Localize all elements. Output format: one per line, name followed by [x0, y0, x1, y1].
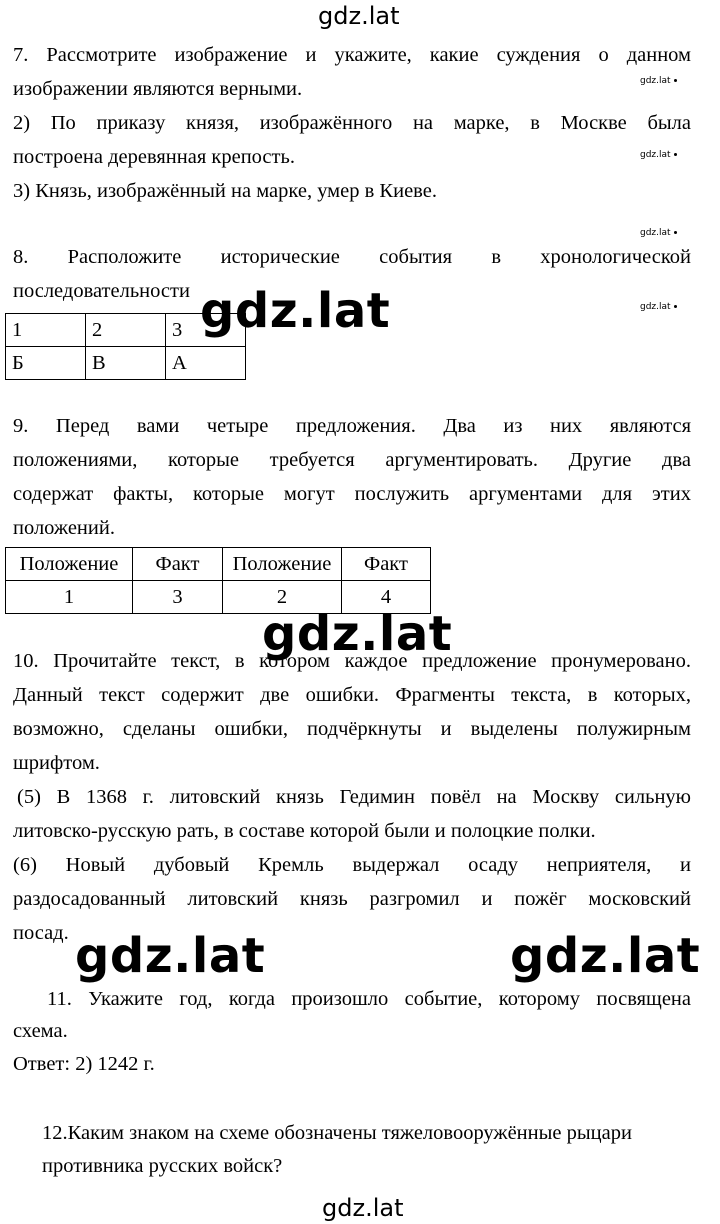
table-row [6, 347, 246, 380]
q9-line-2: положениями, которые требуется аргументировать. Другие два [13, 449, 691, 471]
table-cell: 4 [342, 581, 431, 614]
table-cell: 3 [166, 314, 246, 347]
table-cell: 1 [6, 314, 86, 347]
table-cell: 1 [6, 581, 133, 614]
table-header-cell: Положение [223, 548, 342, 581]
q10-line-7: (6) Новый дубовый Кремль выдержал осаду неприятеля, и [13, 854, 691, 876]
arguments-table [5, 547, 431, 614]
q10-line-6: литовско-русскую рать, в составе которой были и полоцкие полки. [13, 820, 596, 842]
q8-line-1: 8. Расположите исторические события в хронологической [13, 246, 691, 268]
big-watermark: gdz.lat [75, 928, 266, 984]
table-header-cell: Положение [6, 548, 133, 581]
q12-line-2: противника русских войск? [42, 1155, 283, 1177]
q7-line-5: 3) Князь, изображённый на марке, умер в Киеве. [13, 180, 437, 202]
q10-line-5: (5) В 1368 г. литовский князь Гедимин повёл на Москву сильную [17, 786, 691, 808]
small-watermark: gdz.lat [640, 150, 677, 160]
table-cell: В [86, 347, 166, 380]
q12-line-1: 12.Каким знаком на схеме обозначены тяжеловооружённые рыцари [42, 1122, 632, 1144]
q10-line-2: Данный текст содержит две ошибки. Фрагменты текста, в которых, [13, 684, 691, 706]
q9-line-1: 9. Перед вами четыре предложения. Два из них являются [13, 415, 691, 437]
q11-answer: Ответ: 2) 1242 г. [13, 1053, 155, 1075]
q9-line-4: положений. [13, 517, 115, 539]
table-cell: 2 [86, 314, 166, 347]
table-cell: А [166, 347, 246, 380]
table-header-cell: Факт [133, 548, 223, 581]
q10-line-9: посад. [13, 922, 69, 944]
q7-line-4: построена деревянная крепость. [13, 146, 295, 168]
small-watermark: gdz.lat [640, 76, 677, 86]
q7-line-2: изображении являются верными. [13, 78, 303, 100]
header-watermark: gdz.lat [318, 2, 400, 30]
big-watermark: gdz.lat [200, 283, 391, 339]
q10-line-1: 10. Прочитайте текст, в котором каждое предложение пронумеровано. [13, 650, 691, 672]
footer-watermark: gdz.lat [322, 1194, 404, 1222]
q7-line-1: 7. Рассмотрите изображение и укажите, какие суждения о данном [13, 44, 691, 66]
q7-line-3: 2) По приказу князя, изображённого на марке, в Москве была [13, 112, 691, 134]
q10-line-8: раздосадованный литовский князь разгромил и пожёг московский [13, 888, 691, 910]
q11-line-2: схема. [13, 1020, 68, 1042]
q10-line-4: шрифтом. [13, 752, 100, 774]
big-watermark: gdz.lat [510, 928, 701, 984]
table-cell: 3 [133, 581, 223, 614]
small-watermark: gdz.lat [640, 228, 677, 238]
q9-line-3: содержат факты, которые могут послужить аргументами для этих [13, 483, 691, 505]
table-row [6, 548, 431, 581]
q10-line-3: возможно, сделаны ошибки, подчёркнуты и выделены полужирным [13, 718, 691, 740]
big-watermark: gdz.lat [262, 606, 453, 662]
q11-line-1: 11. Укажите год, когда произошло событие, которому посвящена [47, 988, 691, 1010]
q8-line-2: последовательности [13, 280, 190, 302]
table-cell: 2 [223, 581, 342, 614]
small-watermark: gdz.lat [640, 302, 677, 312]
table-header-cell: Факт [342, 548, 431, 581]
table-cell: Б [6, 347, 86, 380]
